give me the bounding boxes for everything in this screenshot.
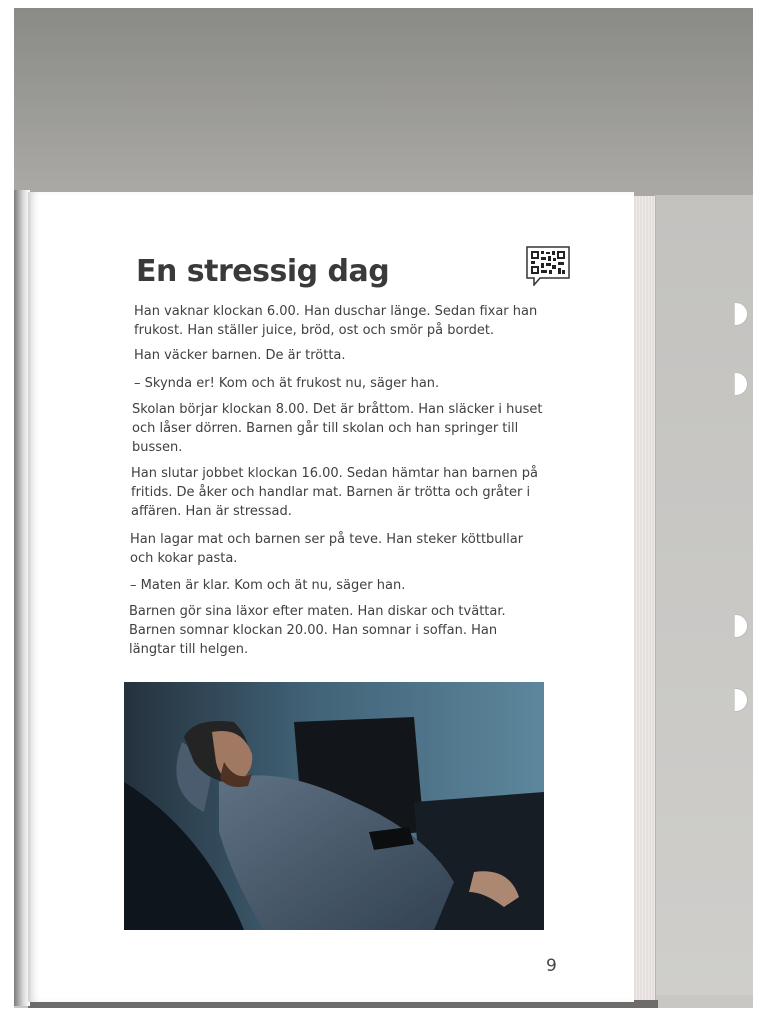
paragraph: Skolan börjar klockan 8.00. Det är bråttom. Han släcker i huset och låser dörren. Barnen går till skolan och han springer till bussen. bbox=[132, 402, 543, 455]
page-number: 9 bbox=[546, 956, 557, 976]
photo-man-sleeping-on-sofa bbox=[124, 682, 544, 930]
qr-code-speech-bubble-icon[interactable] bbox=[526, 246, 570, 286]
paragraph: Barnen gör sina läxor efter maten. Han diskar och tvättar. Barnen somnar klockan 20.00. Han somnar i soffan. Han längtar till helgen. bbox=[129, 604, 506, 657]
paragraph: Han väcker barnen. De är trötta. bbox=[134, 348, 346, 363]
paragraph: Han lagar mat och barnen ser på teve. Han steker köttbullar och kokar pasta. bbox=[130, 532, 524, 566]
paragraph: – Skynda er! Kom och ät frukost nu, säger han. bbox=[134, 376, 440, 391]
paragraph: Han slutar jobbet klockan 16.00. Sedan hämtar han barnen på fritids. De åker och handlar mat. Barnen är trötta och gråter i affären. Han är stressad. bbox=[131, 466, 538, 519]
paragraph: – Maten är klar. Kom och ät nu, säger han. bbox=[130, 578, 406, 593]
paragraph: Han vaknar klockan 6.00. Han duschar länge. Sedan fixar han frukost. Han ställer juice, bröd, ost och smör på bordet. bbox=[134, 304, 538, 338]
page-title: En stressig dag bbox=[136, 254, 390, 289]
